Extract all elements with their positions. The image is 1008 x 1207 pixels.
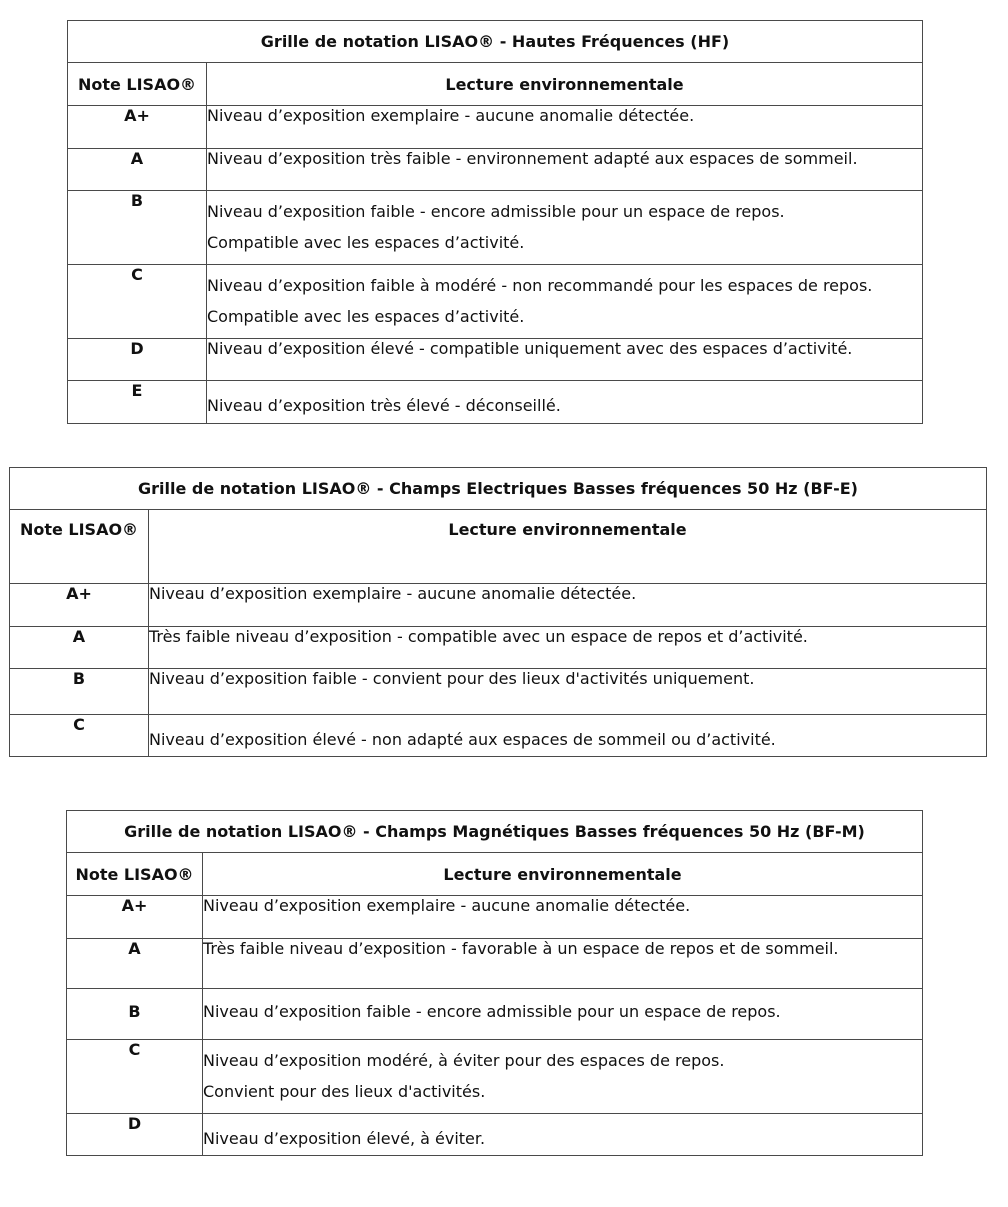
column-header-grade: Note LISAO® [10, 510, 149, 584]
grade-cell: A [10, 627, 149, 669]
grade-cell: C [68, 265, 207, 339]
table-row [67, 1114, 923, 1156]
column-header-grade: Note LISAO® [67, 853, 203, 896]
table-row [10, 627, 987, 669]
reading-cell [207, 149, 923, 191]
reading-cell [203, 1114, 923, 1156]
table-row [67, 1040, 923, 1114]
reading-line: Niveau d’exposition faible - encore admissible pour un espace de repos. [207, 202, 785, 221]
table-title-row [68, 21, 923, 63]
column-header-reading: Lecture environnementale [149, 510, 987, 584]
table-row [10, 715, 987, 757]
reading-line: Très faible niveau d’exposition - favorable à un espace de repos et de sommeil. [203, 939, 839, 958]
reading-line: Niveau d’exposition élevé - non adapté aux espaces de sommeil ou d’activité. [149, 730, 776, 749]
reading-cell [207, 339, 923, 381]
grade-cell: A [68, 149, 207, 191]
grade-cell: B [68, 191, 207, 265]
reading-line: Niveau d’exposition élevé, à éviter. [203, 1129, 486, 1148]
table-title: Grille de notation LISAO® - Champs Electriques Basses fréquences 50 Hz (BF-E) [10, 468, 987, 510]
reading-cell [207, 106, 923, 149]
column-header-reading: Lecture environnementale [203, 853, 923, 896]
bf-m-rating-table [66, 810, 923, 1156]
reading-line: Compatible avec les espaces d’activité. [207, 307, 525, 326]
reading-line: Niveau d’exposition exemplaire - aucune anomalie détectée. [207, 106, 695, 125]
grade-cell: B [67, 989, 203, 1040]
column-header-grade: Note LISAO® [68, 63, 207, 106]
grade-cell: C [67, 1040, 203, 1114]
table-row [68, 265, 923, 339]
table-header-row [10, 510, 987, 584]
grade-cell: E [68, 381, 207, 424]
reading-line: Compatible avec les espaces d’activité. [207, 233, 525, 252]
grade-cell: A+ [67, 896, 203, 939]
table-title-row [67, 811, 923, 853]
reading-cell [207, 381, 923, 424]
table-header-row [68, 63, 923, 106]
reading-cell [149, 627, 987, 669]
reading-cell [149, 669, 987, 715]
reading-line: Niveau d’exposition exemplaire - aucune anomalie détectée. [203, 896, 691, 915]
reading-line: Convient pour des lieux d'activités. [203, 1082, 486, 1101]
table-row [10, 584, 987, 627]
reading-line: Niveau d’exposition faible à modéré - non recommandé pour les espaces de repos. [207, 276, 873, 295]
table-title: Grille de notation LISAO® - Hautes Fréquences (HF) [68, 21, 923, 63]
reading-cell [149, 584, 987, 627]
grade-cell: C [10, 715, 149, 757]
grade-cell: A [67, 939, 203, 989]
hf-rating-table [67, 20, 923, 424]
table-title-row [10, 468, 987, 510]
table-row [10, 669, 987, 715]
reading-cell [203, 896, 923, 939]
reading-line: Niveau d’exposition très faible - environnement adapté aux espaces de sommeil. [207, 149, 858, 168]
table-row [68, 381, 923, 424]
reading-cell [203, 989, 923, 1040]
reading-line: Niveau d’exposition faible - encore admissible pour un espace de repos. [203, 1002, 781, 1021]
reading-cell [207, 191, 923, 265]
reading-cell [149, 715, 987, 757]
table-title: Grille de notation LISAO® - Champs Magnétiques Basses fréquences 50 Hz (BF-M) [67, 811, 923, 853]
table-row [68, 191, 923, 265]
reading-cell [203, 1040, 923, 1114]
reading-line: Niveau d’exposition faible - convient pour des lieux d'activités uniquement. [149, 669, 755, 688]
grade-cell: A+ [10, 584, 149, 627]
table-row [68, 339, 923, 381]
bf-e-rating-table [9, 467, 987, 757]
grade-cell: D [68, 339, 207, 381]
table-row [68, 106, 923, 149]
grade-cell: D [67, 1114, 203, 1156]
reading-line: Niveau d’exposition modéré, à éviter pour des espaces de repos. [203, 1051, 725, 1070]
reading-cell [203, 939, 923, 989]
grade-cell: B [10, 669, 149, 715]
grade-cell: A+ [68, 106, 207, 149]
reading-cell [207, 265, 923, 339]
table-row [67, 896, 923, 939]
reading-line: Niveau d’exposition exemplaire - aucune anomalie détectée. [149, 584, 637, 603]
table-row [67, 989, 923, 1040]
column-header-reading: Lecture environnementale [207, 63, 923, 106]
reading-line: Niveau d’exposition élevé - compatible uniquement avec des espaces d’activité. [207, 339, 853, 358]
table-header-row [67, 853, 923, 896]
reading-line: Très faible niveau d’exposition - compatible avec un espace de repos et d’activité. [149, 627, 808, 646]
reading-line: Niveau d’exposition très élevé - déconseillé. [207, 396, 561, 415]
table-row [67, 939, 923, 989]
table-row [68, 149, 923, 191]
